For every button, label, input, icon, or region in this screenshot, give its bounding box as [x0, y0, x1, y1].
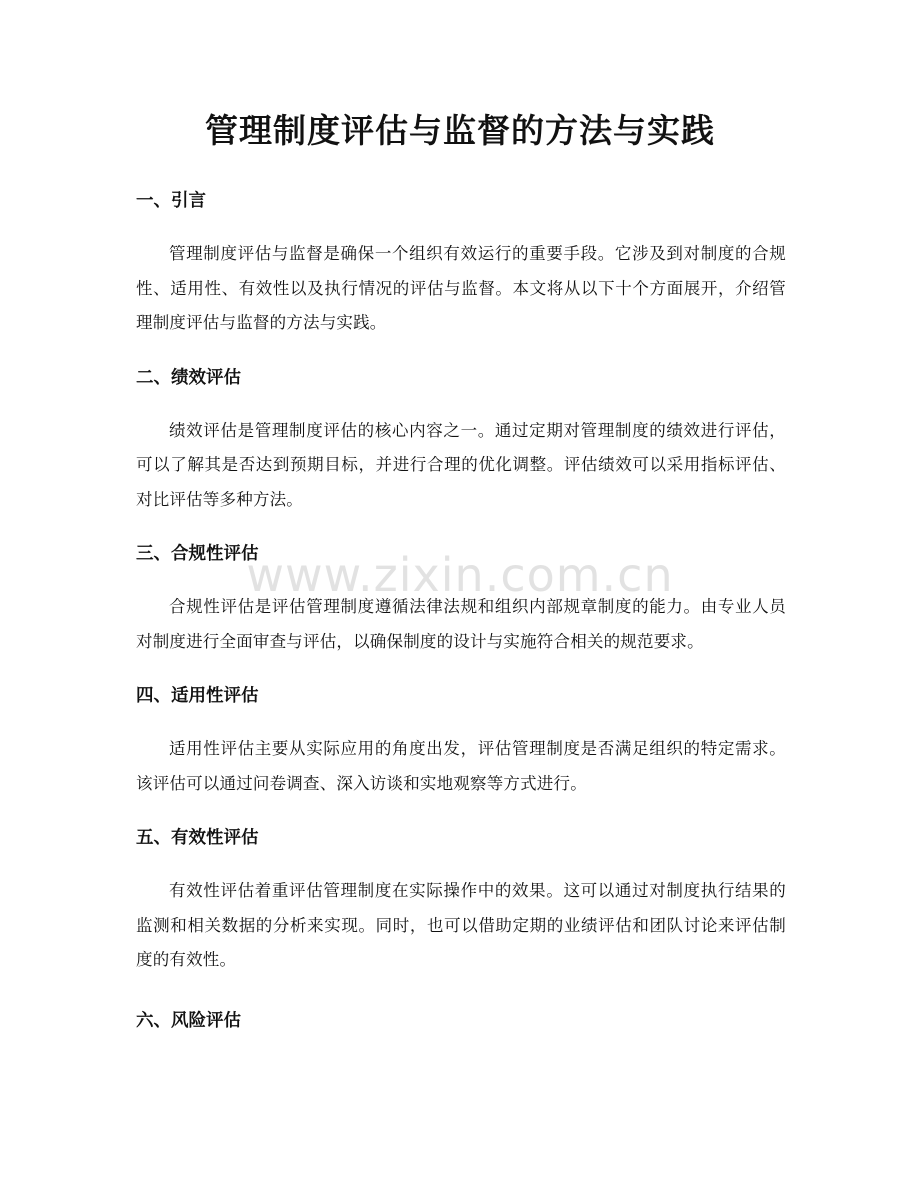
section-paragraph: 管理制度评估与监督是确保一个组织有效运行的重要手段。它涉及到对制度的合规性、适用性、有效性以及执行情况的评估与监督。本文将从以下十个方面展开，介绍管理制度评估与监督的方法与实践。 [136, 244, 786, 332]
section-paragraph: 适用性评估主要从实际应用的角度出发，评估管理制度是否满足组织的特定需求。该评估可以通过问卷调查、深入访谈和实地观察等方式进行。 [136, 739, 786, 793]
section-introduction [136, 186, 786, 341]
section-heading: 一、引言 [136, 191, 206, 211]
section-heading: 五、有效性评估 [136, 828, 259, 848]
section-risk-evaluation [136, 1006, 786, 1036]
section-paragraph: 绩效评估是管理制度评估的核心内容之一。通过定期对管理制度的绩效进行评估，可以了解其是否达到预期目标，并进行合理的优化调整。评估绩效可以采用指标评估、对比评估等多种方法。 [136, 420, 786, 509]
section-applicability-evaluation [136, 681, 786, 801]
section-paragraph: 合规性评估是评估管理制度遵循法律法规和组织内部规章制度的能力。由专业人员对制度进行全面审查与评估，以确保制度的设计与实施符合相关的规范要求。 [136, 597, 786, 651]
document-content [136, 186, 786, 1036]
section-heading: 三、合规性评估 [136, 544, 259, 564]
watermark-text: www.zixin.com.cn [246, 548, 674, 602]
section-paragraph: 有效性评估着重评估管理制度在实际操作中的效果。这可以通过对制度执行结果的监测和相关数据的分析来实现。同时，也可以借助定期的业绩评估和团队讨论来评估制度的有效性。 [136, 881, 786, 969]
document-title: 管理制度评估与监督的方法与实践 [205, 111, 715, 150]
section-performance-evaluation [136, 363, 786, 518]
section-effectiveness-evaluation [136, 823, 786, 978]
section-heading: 二、绩效评估 [136, 367, 241, 388]
section-heading: 六、风险评估 [136, 1010, 241, 1031]
section-heading: 四、适用性评估 [136, 686, 259, 706]
section-compliance-evaluation [136, 539, 786, 659]
